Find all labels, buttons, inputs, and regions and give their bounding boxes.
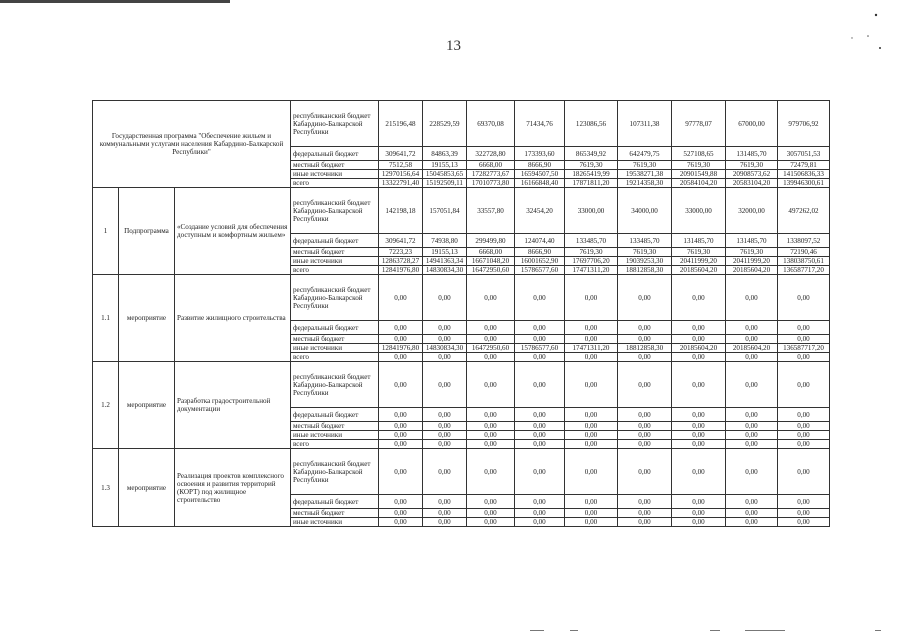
amount-cell: 0,00 [672,362,726,408]
amount-cell: 20584104,20 [672,179,726,188]
amount-cell: 0,00 [726,449,778,495]
amount-cell: 0,00 [467,440,515,449]
amount-cell: 69370,08 [467,101,515,147]
budget-table [92,100,830,527]
funding-source: республиканский бюджет Кабардино-Балкарской Республики [291,188,379,234]
amount-cell: 14830834,30 [423,344,467,353]
amount-cell: 0,00 [618,321,672,335]
amount-cell: 0,00 [423,422,467,431]
amount-cell: 72190,46 [778,248,830,257]
amount-cell: 19155,13 [423,248,467,257]
amount-cell: 19538271,38 [618,170,672,179]
amount-cell: 0,00 [423,509,467,518]
funding-source: федеральный бюджет [291,234,379,248]
amount-cell: 20908573,62 [726,170,778,179]
funding-source: республиканский бюджет Кабардино-Балкарской Республики [291,362,379,408]
amount-cell: 299499,80 [467,234,515,248]
amount-cell: 0,00 [379,495,423,509]
table-row [93,188,830,234]
amount-cell: 0,00 [672,408,726,422]
funding-source: федеральный бюджет [291,321,379,335]
amount-cell: 0,00 [515,495,565,509]
amount-cell: 0,00 [423,449,467,495]
amount-cell: 32454,20 [515,188,565,234]
amount-cell: 0,00 [423,431,467,440]
amount-cell: 0,00 [618,422,672,431]
funding-source: всего [291,179,379,188]
amount-cell: 123086,56 [565,101,618,147]
amount-cell: 16166848,40 [515,179,565,188]
amount-cell: 17282773,67 [467,170,515,179]
table-row [93,275,830,321]
amount-cell: 8666,90 [515,248,565,257]
amount-cell: 0,00 [515,362,565,408]
amount-cell: 34000,00 [618,188,672,234]
amount-cell: 0,00 [565,353,618,362]
amount-cell: 0,00 [379,422,423,431]
amount-cell: 97778,07 [672,101,726,147]
amount-cell: 124074,40 [515,234,565,248]
amount-cell: 0,00 [726,440,778,449]
footer-scan-marks [530,628,900,634]
table-row [93,101,830,147]
amount-cell: 19155,13 [423,161,467,170]
amount-cell: 0,00 [618,509,672,518]
amount-cell: 33000,00 [565,188,618,234]
program-title: Государственная программа "Обеспечение жильем и коммунальными услугами населения Кабардино-Балкарской Республики" [93,101,291,188]
amount-cell: 16594507,50 [515,170,565,179]
amount-cell: 67000,00 [726,101,778,147]
amount-cell: 0,00 [726,495,778,509]
amount-cell: 0,00 [565,495,618,509]
amount-cell: 0,00 [423,518,467,527]
item-code: 1.1 [93,275,119,362]
amount-cell: 18812858,30 [618,266,672,275]
table-row [93,362,830,408]
funding-source: республиканский бюджет Кабардино-Балкарской Республики [291,275,379,321]
amount-cell: 0,00 [672,321,726,335]
amount-cell: 0,00 [565,422,618,431]
amount-cell: 0,00 [467,422,515,431]
amount-cell: 8666,90 [515,161,565,170]
amount-cell: 19039253,30 [618,257,672,266]
amount-cell: 0,00 [379,440,423,449]
amount-cell: 0,00 [515,509,565,518]
scan-specks [840,10,900,55]
amount-cell: 0,00 [672,518,726,527]
item-code: 1.3 [93,449,119,527]
amount-cell: 107311,38 [618,101,672,147]
amount-cell: 0,00 [423,495,467,509]
amount-cell: 0,00 [423,275,467,321]
amount-cell: 865349,92 [565,147,618,161]
amount-cell: 0,00 [467,335,515,344]
amount-cell: 16472950,60 [467,344,515,353]
amount-cell: 33000,00 [672,188,726,234]
scan-edge-line [0,0,230,3]
amount-cell: 15786577,60 [515,266,565,275]
amount-cell: 309641,72 [379,147,423,161]
amount-cell: 0,00 [565,440,618,449]
amount-cell: 12841976,80 [379,266,423,275]
amount-cell: 0,00 [778,335,830,344]
amount-cell: 131485,70 [672,234,726,248]
funding-source: федеральный бюджет [291,147,379,161]
amount-cell: 17871811,20 [565,179,618,188]
funding-source: местный бюджет [291,509,379,518]
amount-cell: 0,00 [726,353,778,362]
amount-cell: 136587717,20 [778,266,830,275]
amount-cell: 0,00 [778,275,830,321]
amount-cell: 0,00 [672,335,726,344]
amount-cell: 14941363,34 [423,257,467,266]
budget-table-body [93,101,830,527]
amount-cell: 136587717,20 [778,344,830,353]
amount-cell: 0,00 [379,408,423,422]
amount-cell: 309641,72 [379,234,423,248]
amount-cell: 6668,00 [467,248,515,257]
amount-cell: 15786577,60 [515,344,565,353]
amount-cell: 173393,60 [515,147,565,161]
amount-cell: 0,00 [726,321,778,335]
amount-cell: 0,00 [379,449,423,495]
item-code: 1.2 [93,362,119,449]
amount-cell: 0,00 [467,353,515,362]
page-number: 13 [446,38,461,54]
amount-cell: 131485,70 [726,234,778,248]
amount-cell: 0,00 [467,431,515,440]
amount-cell: 84863,39 [423,147,467,161]
amount-cell: 133485,70 [565,234,618,248]
amount-cell: 0,00 [618,449,672,495]
funding-source: иные источники [291,344,379,353]
amount-cell: 7512,58 [379,161,423,170]
amount-cell: 0,00 [778,440,830,449]
item-title: Разработка градостроительной документации [175,362,291,449]
amount-cell: 0,00 [379,321,423,335]
item-kind: Подпрограмма [119,188,175,275]
amount-cell: 642479,75 [618,147,672,161]
amount-cell: 1338097,52 [778,234,830,248]
amount-cell: 12863728,27 [379,257,423,266]
amount-cell: 6668,00 [467,161,515,170]
amount-cell: 497262,02 [778,188,830,234]
amount-cell: 0,00 [618,335,672,344]
amount-cell: 12841976,80 [379,344,423,353]
funding-source: местный бюджет [291,422,379,431]
amount-cell: 20185604,20 [726,266,778,275]
amount-cell: 7619,30 [726,248,778,257]
amount-cell: 7619,30 [672,248,726,257]
amount-cell: 979706,92 [778,101,830,147]
amount-cell: 157051,84 [423,188,467,234]
funding-source: иные источники [291,257,379,266]
amount-cell: 0,00 [672,509,726,518]
amount-cell: 19214358,30 [618,179,672,188]
amount-cell: 133485,70 [618,234,672,248]
amount-cell: 0,00 [726,362,778,408]
amount-cell: 0,00 [565,408,618,422]
amount-cell: 0,00 [515,275,565,321]
amount-cell: 0,00 [467,408,515,422]
amount-cell: 0,00 [778,495,830,509]
amount-cell: 0,00 [515,518,565,527]
amount-cell: 20411999,20 [672,257,726,266]
amount-cell: 20185604,20 [672,344,726,353]
amount-cell: 0,00 [778,408,830,422]
amount-cell: 0,00 [565,321,618,335]
amount-cell: 0,00 [565,449,618,495]
amount-cell: 0,00 [618,440,672,449]
amount-cell: 0,00 [618,275,672,321]
amount-cell: 0,00 [726,509,778,518]
funding-source: федеральный бюджет [291,495,379,509]
amount-cell: 17697706,20 [565,257,618,266]
amount-cell: 12970156,64 [379,170,423,179]
amount-cell: 0,00 [672,353,726,362]
amount-cell: 33557,80 [467,188,515,234]
amount-cell: 20411999,20 [726,257,778,266]
amount-cell: 0,00 [778,518,830,527]
amount-cell: 16671048,20 [467,257,515,266]
funding-source: республиканский бюджет Кабардино-Балкарской Республики [291,449,379,495]
amount-cell: 18265419,99 [565,170,618,179]
amount-cell: 16001652,90 [515,257,565,266]
amount-cell: 20185604,20 [726,344,778,353]
funding-source: иные источники [291,170,379,179]
amount-cell: 20901549,88 [672,170,726,179]
item-title: «Создание условий для обеспечения доступным и комфортным жильем» [175,188,291,275]
amount-cell: 7619,30 [565,248,618,257]
amount-cell: 0,00 [467,321,515,335]
amount-cell: 17471311,20 [565,266,618,275]
table-row [93,449,830,495]
amount-cell: 17471311,20 [565,344,618,353]
amount-cell: 13322791,40 [379,179,423,188]
amount-cell: 7619,30 [565,161,618,170]
amount-cell: 14830834,30 [423,266,467,275]
item-title: Развитие жилищного строительства [175,275,291,362]
amount-cell: 0,00 [565,275,618,321]
amount-cell: 0,00 [467,509,515,518]
amount-cell: 0,00 [379,431,423,440]
amount-cell: 0,00 [565,431,618,440]
amount-cell: 0,00 [515,449,565,495]
amount-cell: 0,00 [672,495,726,509]
amount-cell: 0,00 [423,408,467,422]
amount-cell: 0,00 [726,422,778,431]
amount-cell: 0,00 [778,422,830,431]
amount-cell: 20185604,20 [672,266,726,275]
amount-cell: 0,00 [467,362,515,408]
amount-cell: 0,00 [672,422,726,431]
amount-cell: 15045853,65 [423,170,467,179]
amount-cell: 0,00 [467,449,515,495]
amount-cell: 0,00 [423,362,467,408]
amount-cell: 7619,30 [672,161,726,170]
amount-cell: 0,00 [515,353,565,362]
amount-cell: 0,00 [778,321,830,335]
amount-cell: 0,00 [515,321,565,335]
amount-cell: 0,00 [565,335,618,344]
funding-source: республиканский бюджет Кабардино-Балкарской Республики [291,101,379,147]
amount-cell: 0,00 [379,362,423,408]
amount-cell: 0,00 [618,362,672,408]
amount-cell: 527108,65 [672,147,726,161]
funding-source: иные источники [291,518,379,527]
amount-cell: 7619,30 [618,248,672,257]
amount-cell: 0,00 [423,440,467,449]
amount-cell: 0,00 [618,408,672,422]
amount-cell: 0,00 [672,449,726,495]
amount-cell: 7619,30 [618,161,672,170]
amount-cell: 0,00 [618,518,672,527]
item-code: 1 [93,188,119,275]
amount-cell: 0,00 [618,431,672,440]
amount-cell: 228529,59 [423,101,467,147]
amount-cell: 0,00 [515,440,565,449]
amount-cell: 20583104,20 [726,179,778,188]
amount-cell: 0,00 [778,431,830,440]
amount-cell: 7619,30 [726,161,778,170]
funding-source: федеральный бюджет [291,408,379,422]
amount-cell: 17010773,80 [467,179,515,188]
amount-cell: 139946300,61 [778,179,830,188]
funding-source: местный бюджет [291,335,379,344]
amount-cell: 138038750,61 [778,257,830,266]
funding-source: иные источники [291,431,379,440]
amount-cell: 0,00 [423,335,467,344]
amount-cell: 0,00 [618,495,672,509]
funding-source: всего [291,353,379,362]
amount-cell: 0,00 [778,449,830,495]
amount-cell: 72479,81 [778,161,830,170]
amount-cell: 0,00 [467,518,515,527]
amount-cell: 18812858,30 [618,344,672,353]
amount-cell: 7223,23 [379,248,423,257]
funding-source: всего [291,266,379,275]
amount-cell: 3057051,53 [778,147,830,161]
amount-cell: 0,00 [379,518,423,527]
amount-cell: 0,00 [379,335,423,344]
amount-cell: 0,00 [565,518,618,527]
amount-cell: 0,00 [618,353,672,362]
amount-cell: 0,00 [379,275,423,321]
amount-cell: 0,00 [672,440,726,449]
item-kind: мероприятие [119,449,175,527]
amount-cell: 0,00 [778,353,830,362]
amount-cell: 0,00 [565,509,618,518]
amount-cell: 0,00 [672,275,726,321]
amount-cell: 215196,48 [379,101,423,147]
amount-cell: 0,00 [778,509,830,518]
amount-cell: 0,00 [379,509,423,518]
amount-cell: 32000,00 [726,188,778,234]
item-title: Реализация проектов комплексного освоения и развития территорий (КОРТ) под жилищное строительство [175,449,291,527]
amount-cell: 0,00 [515,431,565,440]
amount-cell: 0,00 [515,422,565,431]
amount-cell: 0,00 [515,408,565,422]
item-kind: мероприятие [119,362,175,449]
amount-cell: 0,00 [423,353,467,362]
amount-cell: 0,00 [565,362,618,408]
amount-cell: 0,00 [726,408,778,422]
amount-cell: 131485,70 [726,147,778,161]
amount-cell: 141506836,33 [778,170,830,179]
funding-source: всего [291,440,379,449]
amount-cell: 74938,80 [423,234,467,248]
amount-cell: 0,00 [515,335,565,344]
amount-cell: 15192509,11 [423,179,467,188]
funding-source: местный бюджет [291,161,379,170]
amount-cell: 0,00 [467,275,515,321]
amount-cell: 0,00 [672,431,726,440]
item-kind: мероприятие [119,275,175,362]
amount-cell: 0,00 [726,335,778,344]
amount-cell: 0,00 [726,518,778,527]
funding-source: местный бюджет [291,248,379,257]
amount-cell: 0,00 [379,353,423,362]
amount-cell: 142198,18 [379,188,423,234]
amount-cell: 0,00 [726,431,778,440]
amount-cell: 322728,80 [467,147,515,161]
amount-cell: 0,00 [778,362,830,408]
amount-cell: 71434,76 [515,101,565,147]
amount-cell: 0,00 [467,495,515,509]
amount-cell: 16472950,60 [467,266,515,275]
amount-cell: 0,00 [423,321,467,335]
amount-cell: 0,00 [726,275,778,321]
